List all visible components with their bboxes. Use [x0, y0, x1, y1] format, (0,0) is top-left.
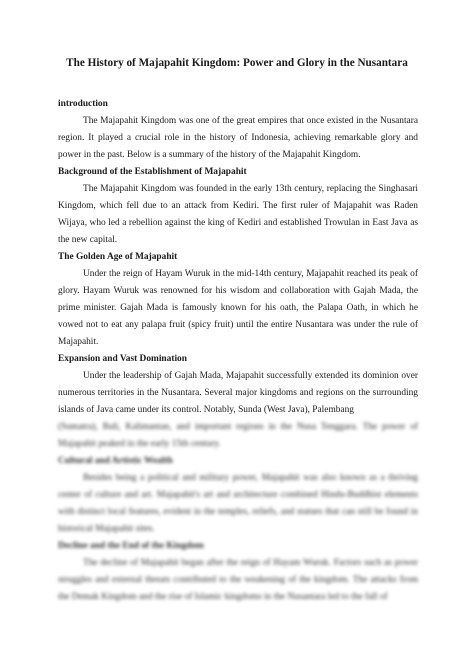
section-paragraph-expansion: Under the leadership of Gajah Mada, Majapahit successfully extended its dominion over numerous territories in the Nusantara. Several major kingdoms and regions on the surrounding islands of Java came under its control. Notably, Sunda (West Java), Palembang [58, 371, 418, 415]
section-heading-culture: Cultural and Artistic Wealth [58, 456, 173, 466]
section-paragraph-culture: Besides being a political and military power, Majapahit was also known as a thriving center of culture and art. Majapahit's art and architecture combined Hindu-Buddhist elements with distinct local features, evident in the temples, reliefs, and statues that can still be found in historical Majapahit sites. [58, 473, 418, 534]
section-heading-golden-age: The Golden Age of Majapahit [58, 252, 178, 262]
section-heading-decline: Decline and the End of the Kingdom [58, 541, 204, 551]
section-paragraph-decline: The decline of Majapahit began after the reign of Hayam Wuruk. Factors such as power struggles and external threats contributed to the weakening of the kingdom. The attacks from the Demak Kingdom and the rise of Islamic kingdoms in the Nusantara led to the fall of [58, 558, 418, 602]
section-heading-background: Background of the Establishment of Majapahit [58, 167, 247, 177]
section-heading-introduction: introduction [58, 99, 108, 109]
section-paragraph-golden-age: Under the reign of Hayam Wuruk in the mid-14th century, Majapahit reached its peak of glory. Hayam Wuruk was renowned for his wisdom and collaboration with Gajah Mada, the prime minister. Gajah Mada is famously known for his oath, the Palapa Oath, in which he vowed not to eat any palapa fruit (spicy fruit) until the entire Nusantara was under the rule of Majapahit. [58, 269, 418, 347]
document-title: The History of Majapahit Kingdom: Power and Glory in the Nusantara [66, 57, 408, 69]
document-body [58, 96, 418, 606]
section-paragraph-expansion-continued: (Sumatra), Bali, Kalimantan, and important regions in the Nusa Tenggara. The power of Majapahit peaked in the early 15th century. [58, 422, 418, 449]
blurred-preview-region [58, 453, 418, 606]
section-paragraph-background: The Majapahit Kingdom was founded in the early 13th century, replacing the Singhasari Kingdom, which fell due to an attack from Kediri. The first ruler of Majapahit was Raden Wijaya, who led a rebellion against the king of Kediri and established Trowulan in East Java as the new capital. [58, 184, 418, 245]
section-heading-expansion: Expansion and Vast Domination [58, 354, 187, 364]
section-paragraph-introduction: The Majapahit Kingdom was one of the great empires that once existed in the Nusantara region. It played a crucial role in the history of Indonesia, achieving remarkable glory and power in the past. Below is a summary of the history of the Majapahit Kingdom. [58, 116, 418, 160]
